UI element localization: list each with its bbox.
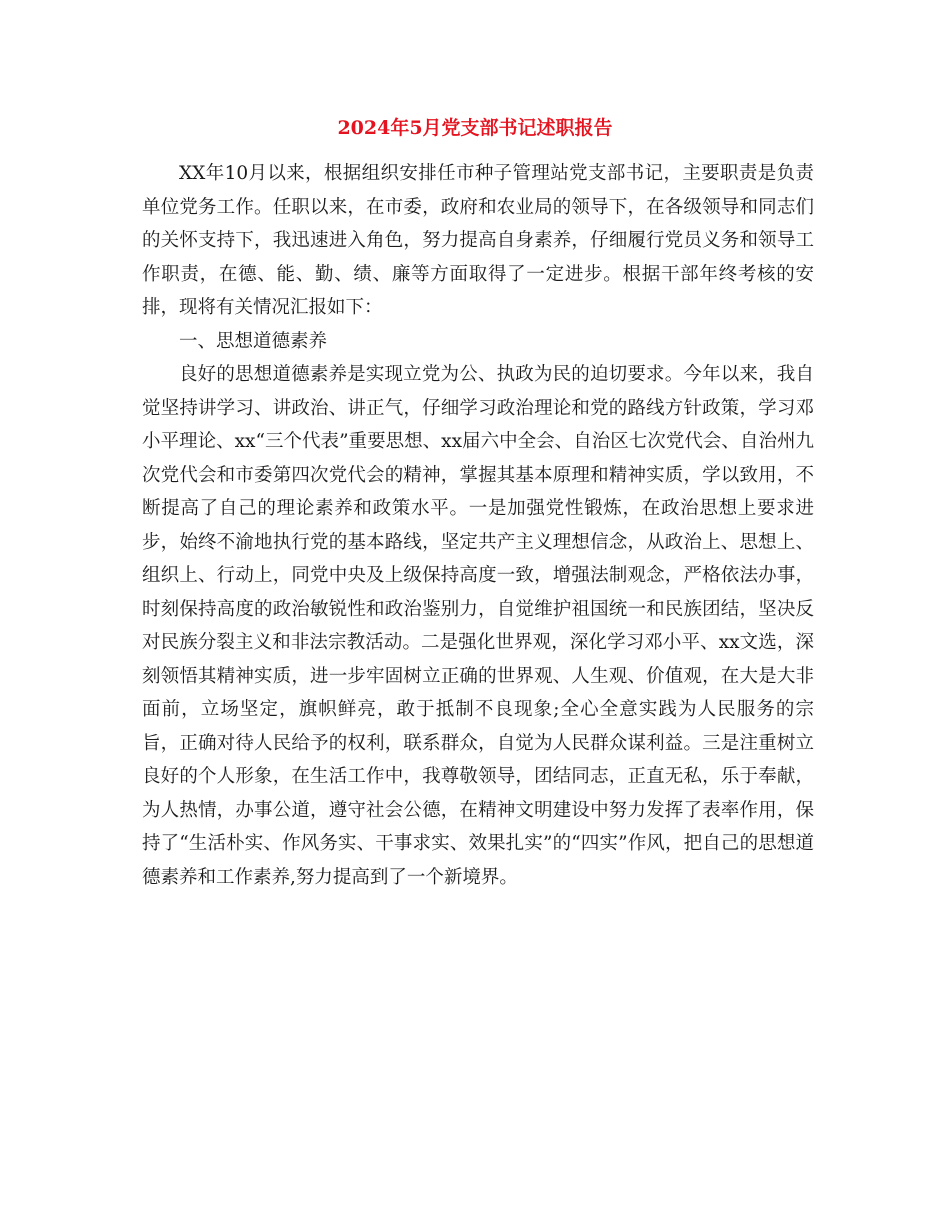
section-paragraph: 良好的思想道德素养是实现立党为公、执政为民的迫切要求。今年以来，我自觉坚持讲学习、讲政治、讲正气，仔细学习政治理论和党的路线方针政策，学习邓小平理论、xx“三个代表”重要思想、xx届六中全会、自治区七次党代会、自治州九次党代会和市委第四次党代会的精神，掌握其基本原理和精神实质，学以致用，不断提高了自己的理论素养和政策水平。一是加强党性锻炼，在政治思想上要求进步，始终不渝地执行党的基本路线，坚定共产主义理想信念，从政治上、思想上、组织上、行动上，同党中央及上级保持高度一致，增强法制观念，严格依法办事，时刻保持高度的政治敏锐性和政治鉴别力，自觉维护祖国统一和民族团结，坚决反对民族分裂主义和非法宗教活动。二是强化世界观，深化学习邓小平、xx文选，深刻领悟其精神实质，进一步牢固树立正确的世界观、人生观、价值观，在大是大非面前，立场坚定，旗帜鲜亮，敢于抵制不良现象;全心全意实践为人民服务的宗旨，正确对待人民给予的权利，联系群众，自觉为人民群众谋利益。三是注重树立良好的个人形象，在生活工作中，我尊敬领导，团结同志，正直无私，乐于奉献，为人热情，办事公道，遵守社会公德，在精神文明建设中努力发挥了表率作用，保持了“生活朴实、作风务实、干事求实、效果扎实”的“四实”作风，把自己的思想道德素养和工作素养,努力提高到了一个新境界。: [142, 364, 814, 888]
section-heading: 一、思想道德素养: [179, 330, 328, 352]
intro-paragraph: XX年10月以来，根据组织安排任市种子管理站党支部书记，主要职责是负责单位党务工作。任职以来，在市委，政府和农业局的领导下，在各级领导和同志们的关怀支持下，我迅速进入角色，努力提高自身素养，仔细履行党员义务和领导工作职责，在德、能、勤、绩、廉等方面取得了一定进步。根据干部年终考核的安排，现将有关情况汇报如下：: [142, 163, 814, 318]
document-title: 2024年5月党支部书记述职报告: [337, 117, 613, 139]
document-body: [142, 157, 814, 894]
